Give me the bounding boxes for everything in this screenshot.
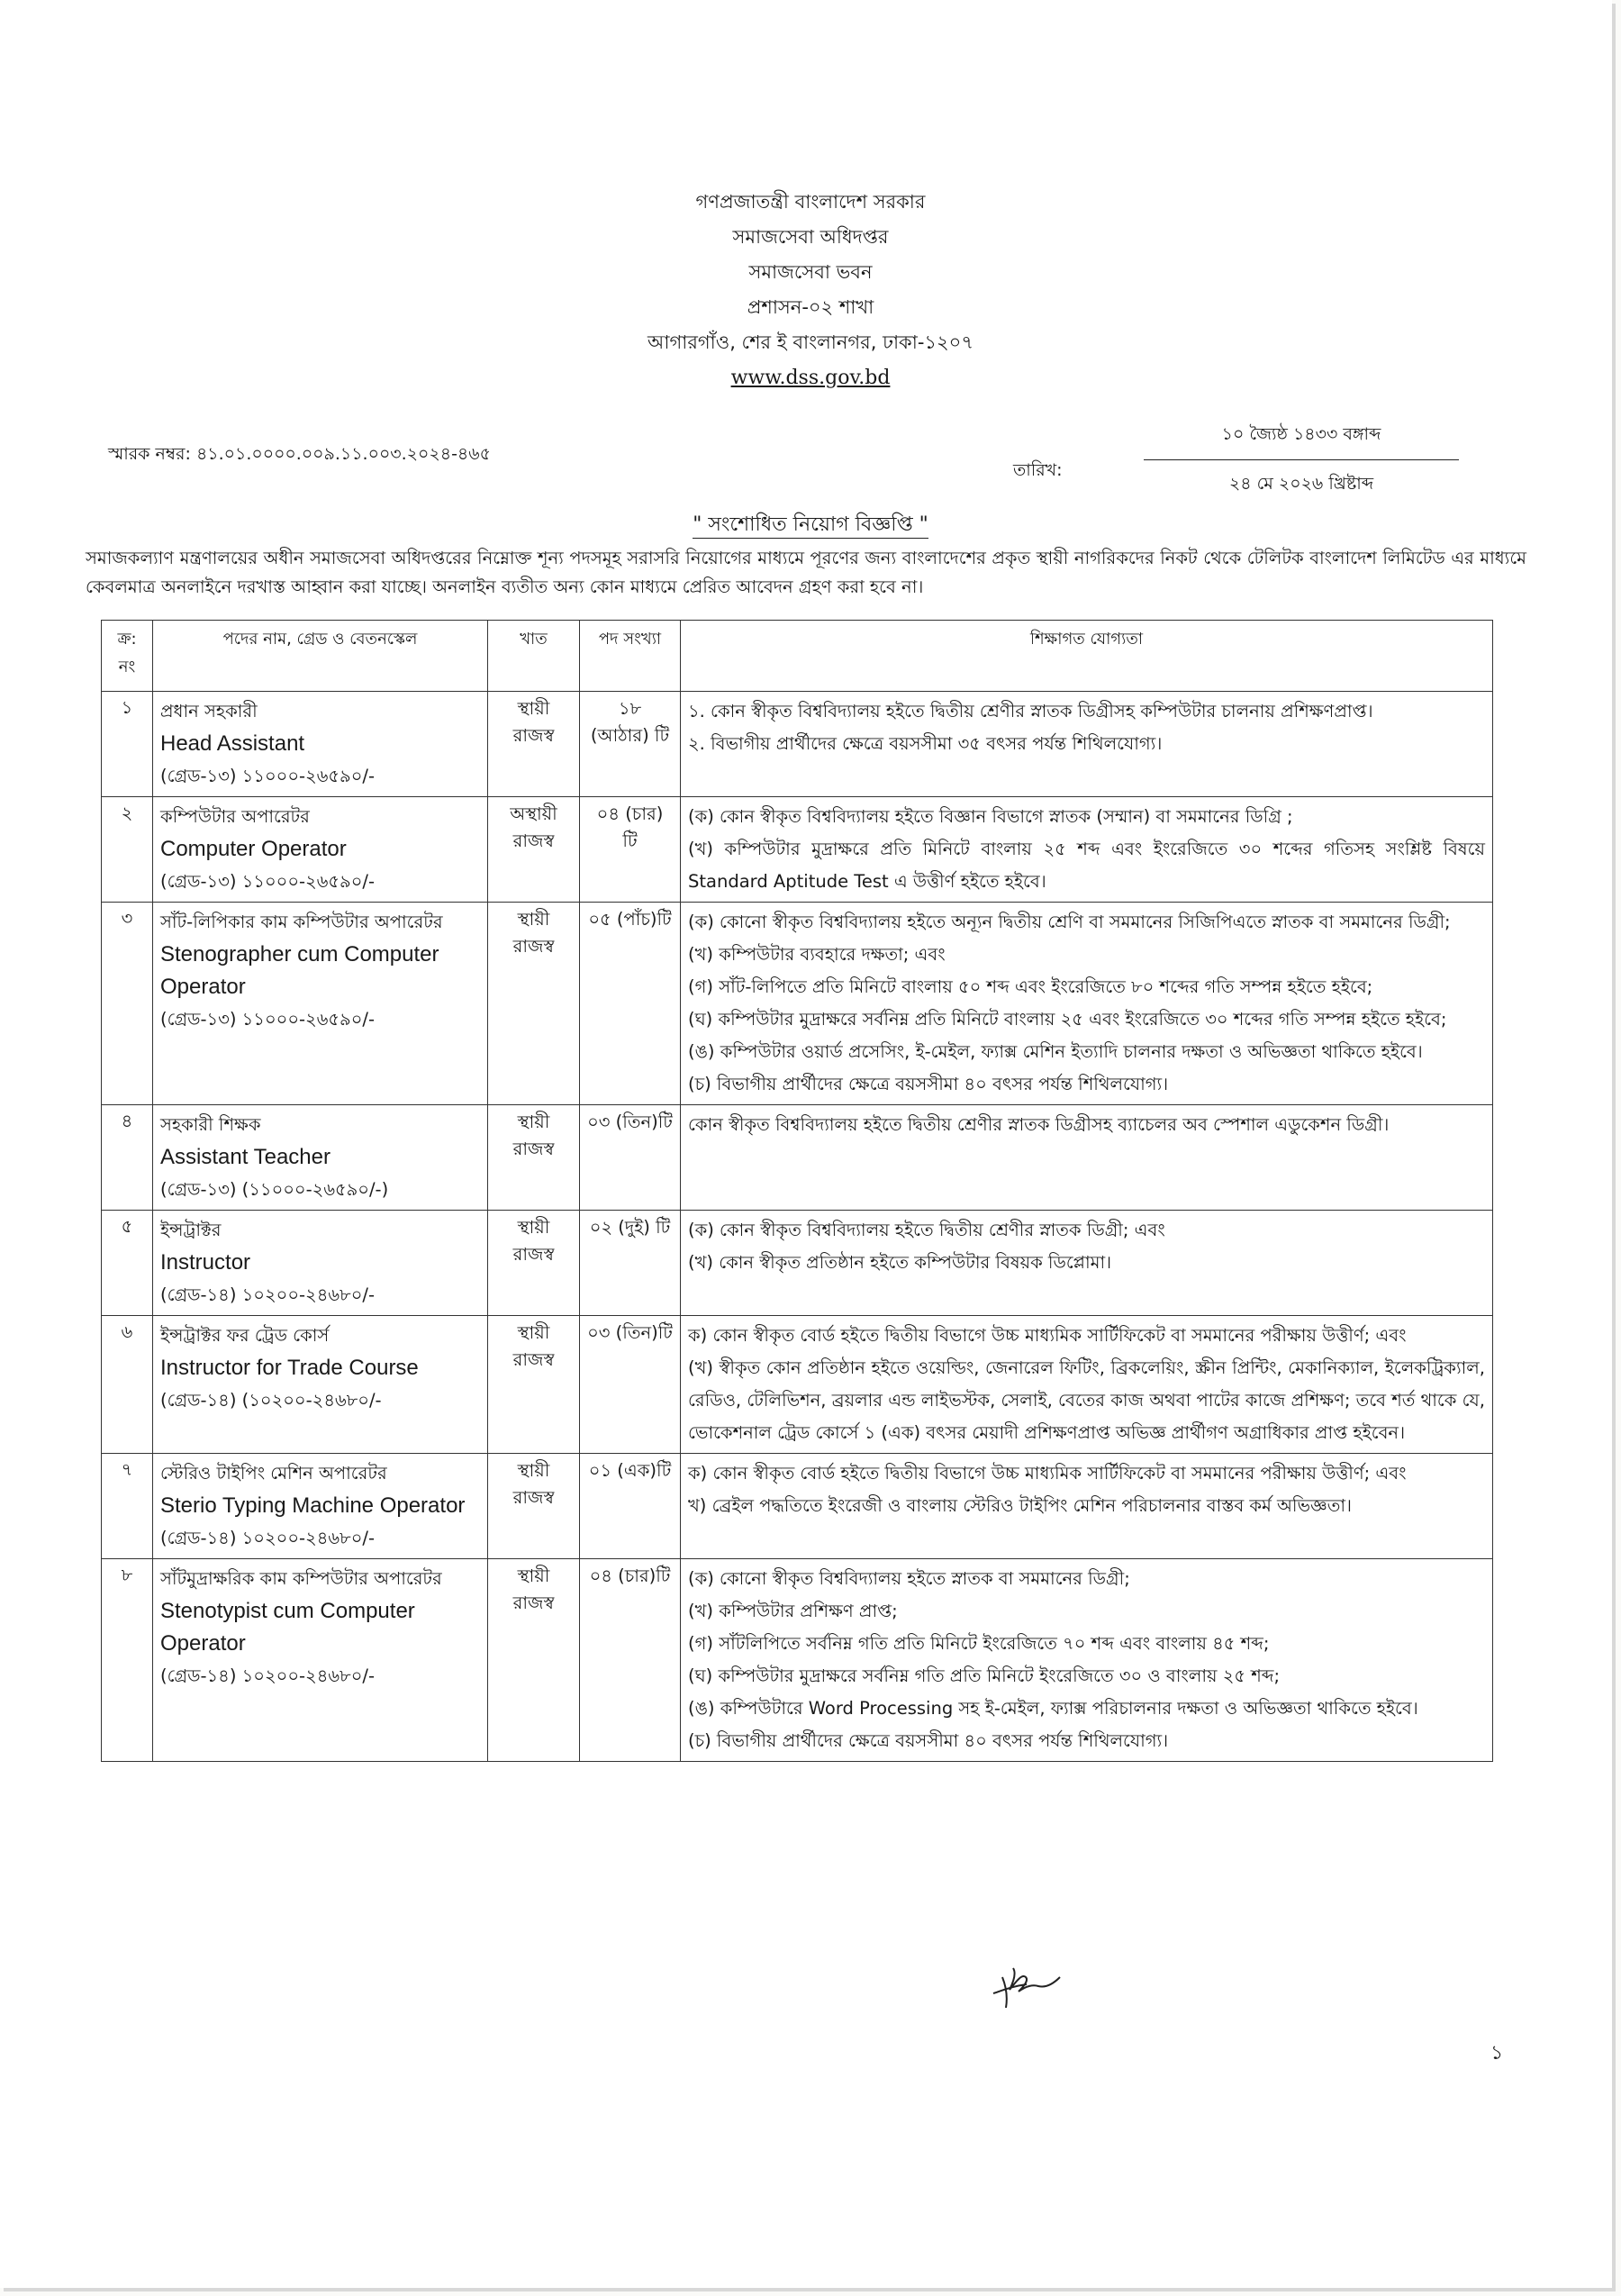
post-cell: [153, 903, 488, 1105]
post-name-bn: কম্পিউটার অপারেটর: [160, 806, 310, 827]
post-grade: (গ্রেড-১৩) ১১০০০-২৬৫৯০/-: [160, 871, 375, 892]
post-name-en: Instructor: [160, 1250, 251, 1275]
notice-title: [0, 509, 1621, 542]
serial-cell: ৪: [102, 1105, 153, 1211]
header-line: আগারগাঁও, শের ই বাংলানগর, ঢাকা-১২০৭: [647, 331, 974, 353]
post-name-en: Computer Operator: [160, 837, 347, 861]
post-grade: (গ্রেড-১৪) ১০২০০-২৪৬৮০/-: [160, 1528, 375, 1548]
qualification-item: ক) কোন স্বীকৃত বোর্ড হইতে দ্বিতীয় বিভাগে উচ্চ মাধ্যমিক সার্টিফিকেট বা সমমানের পরীক্ষায় উত্তীর্ণ; এবং: [688, 1463, 1407, 1484]
header-count: পদ সংখ্যা: [580, 621, 681, 692]
qualification-item: খ) ব্রেইল পদ্ধতিতে ইংরেজী ও বাংলায় স্টেরিও টাইপিং মেশিন পরিচালনার বাস্তব কর্ম অভিজ্ঞতা।: [688, 1495, 1352, 1516]
table-row: [102, 692, 1493, 797]
post-count-cell: ০৪ (চার)টি: [580, 1559, 681, 1762]
header-line: সমাজসেবা অধিদপ্তর: [732, 226, 889, 248]
table-row: [102, 1211, 1493, 1316]
qualification-item: ২. বিভাগীয় প্রার্থীদের ক্ষেত্রে বয়সসীমা ৩৫ বৎসর পর্যন্ত শিথিলযোগ্য।: [688, 733, 1163, 754]
khat-cell: স্থায়ী রাজস্ব: [488, 1316, 580, 1454]
qualification-cell: [681, 1211, 1493, 1316]
post-count-cell: ০৩ (তিন)টি: [580, 1316, 681, 1454]
post-name-bn: সাঁট-লিপিকার কাম কম্পিউটার অপারেটর: [160, 912, 443, 932]
serial-cell: ২: [102, 797, 153, 903]
qualification-item: (ঘ) কম্পিউটার মুদ্রাক্ষরে সর্বনিম্ন গতি প্রতি মিনিটে ইংরেজিতে ৩০ ও বাংলায় ২৫ শব্দ;: [688, 1665, 1281, 1686]
table-row: [102, 797, 1493, 903]
qualification-item: (ক) কোন স্বীকৃত বিশ্ববিদ্যালয় হইতে দ্বিতীয় শ্রেণীর স্নাতক ডিগ্রী; এবং: [688, 1220, 1165, 1240]
khat-cell: স্থায়ী রাজস্ব: [488, 1105, 580, 1211]
post-name-en: Assistant Teacher: [160, 1145, 331, 1169]
date-label: তারিখ:: [1013, 460, 1063, 480]
signature: [986, 1950, 1067, 2013]
table-row: [102, 903, 1493, 1105]
header-line: প্রশাসন-০২ শাখা: [747, 296, 874, 318]
qualification-item: (গ) সাঁটলিপিতে সর্বনিম্ন গতি প্রতি মিনিটে ইংরেজিতে ৭০ শব্দ এবং বাংলায় ৪৫ শব্দ;: [688, 1633, 1270, 1654]
serial-cell: ৬: [102, 1316, 153, 1454]
post-name-en: Sterio Typing Machine Operator: [160, 1493, 466, 1518]
qualification-item: (ঘ) কম্পিউটার মুদ্রাক্ষরে সর্বনিম্ন প্রতি মিনিটে বাংলায় ২৫ এবং ইংরেজিতে ৩০ শব্দের গতি সম্পন্ন হইতে হইবে;: [688, 1009, 1447, 1030]
post-count-cell: ০৪ (চার) টি: [580, 797, 681, 903]
khat-cell: স্থায়ী রাজস্ব: [488, 903, 580, 1105]
serial-cell: ৩: [102, 903, 153, 1105]
post-grade: (গ্রেড-১৩) (১১০০০-২৬৫৯০/-): [160, 1179, 389, 1200]
post-cell: [153, 1105, 488, 1211]
qualification-item: (চ) বিভাগীয় প্রার্থীদের ক্ষেত্রে বয়সসীমা ৪০ বৎসর পর্যন্ত শিথিলযোগ্য।: [688, 1730, 1169, 1751]
qualification-item: (খ) কম্পিউটার মুদ্রাক্ষরে প্রতি মিনিটে বাংলায় ২৫ শব্দ এবং ইংরেজিতে ৩০ শব্দের গতিসহ সংশ্লিষ্ট বিষয়ে Standard Aptitude Test এ উত্তীর্ণ হইতে হইবে।: [688, 839, 1485, 892]
post-grade: (গ্রেড-১৪) ১০২০০-২৪৬৮০/-: [160, 1665, 375, 1686]
letterhead: [0, 185, 1621, 395]
post-name-bn: ইন্সট্রাক্টর ফর ট্রেড কোর্স: [160, 1325, 330, 1346]
post-grade: (গ্রেড-১৪) ১০২০০-২৪৬৮০/-: [160, 1284, 375, 1305]
qualification-cell: [681, 1105, 1493, 1211]
website-link[interactable]: www.dss.gov.bd: [730, 367, 891, 389]
post-name-en: Stenotypist cum Computer Operator: [160, 1599, 415, 1656]
post-name-bn: ইন্সট্রাক্টর: [160, 1220, 222, 1240]
post-count-cell: ০১ (এক)টি: [580, 1454, 681, 1559]
serial-cell: ১: [102, 692, 153, 797]
qualification-item: (ঙ) কম্পিউটারে Word Processing সহ ই-মেইল, ফ্যাক্স পরিচালনার দক্ষতা ও অভিজ্ঞতা থাকিতে হইবে।: [688, 1698, 1418, 1719]
post-name-bn: সহকারী শিক্ষক: [160, 1114, 261, 1135]
header-line: গণপ্রজাতন্ত্রী বাংলাদেশ সরকার: [695, 191, 926, 213]
post-grade: (গ্রেড-১৩) ১১০০০-২৬৫৯০/-: [160, 1009, 375, 1030]
qualification-cell: [681, 797, 1493, 903]
post-cell: [153, 692, 488, 797]
header-post: পদের নাম, গ্রেড ও বেতনস্কেল: [153, 621, 488, 692]
qualification-item: (ক) কোন স্বীকৃত বিশ্ববিদ্যালয় হইতে বিজ্ঞান বিভাগে স্নাতক (সম্মান) বা সমমানের ডিগ্রি ;: [688, 806, 1293, 827]
post-count-cell: ০৫ (পাঁচ)টি: [580, 903, 681, 1105]
qualification-cell: [681, 692, 1493, 797]
khat-cell: স্থায়ী রাজস্ব: [488, 1454, 580, 1559]
khat-cell: স্থায়ী রাজস্ব: [488, 692, 580, 797]
post-cell: [153, 1559, 488, 1762]
serial-cell: ৭: [102, 1454, 153, 1559]
qualification-item: (চ) বিভাগীয় প্রার্থীদের ক্ষেত্রে বয়সসীমা ৪০ বৎসর পর্যন্ত শিথিলযোগ্য।: [688, 1074, 1169, 1094]
vacancy-table: [101, 620, 1493, 1762]
notice-intro: সমাজকল্যাণ মন্ত্রণালয়ের অধীন সমাজসেবা অধিদপ্তরের নিম্নোক্ত শূন্য পদসমূহ সরাসরি নিয়োগের মাধ্যমে পূরণের জন্য বাংলাদেশের প্রকৃত স্থায়ী নাগরিকদের নিকট থেকে টেলিটক বাংলাদেশ লিমিটেড এর মাধ্যমে কেবলমাত্র অনলাইনে দরখাস্ত আহ্বান করা যাচ্ছে। অনলাইন ব্যতীত অন্য কোন মাধ্যমে প্রেরিত আবেদন গ্রহণ করা হবে না।: [86, 548, 1526, 597]
qualification-cell: [681, 1316, 1493, 1454]
date-bangla: ১০ জ্যৈষ্ঠ ১৪৩৩ বঙ্গাব্দ: [1144, 422, 1459, 460]
post-count-cell: ০৩ (তিন)টি: [580, 1105, 681, 1211]
qualification-item: (খ) কম্পিউটার প্রশিক্ষণ প্রাপ্ত;: [688, 1601, 898, 1621]
qualification-cell: [681, 1454, 1493, 1559]
qualification-item: (ক) কোনো স্বীকৃত বিশ্ববিদ্যালয় হইতে স্নাতক বা সমমানের ডিগ্রী;: [688, 1568, 1130, 1589]
post-count-cell: ০২ (দুই) টি: [580, 1211, 681, 1316]
qualification-item: (খ) কম্পিউটার ব্যবহারে দক্ষতা; এবং: [688, 944, 946, 965]
post-count-cell: ১৮ (আঠার) টি: [580, 692, 681, 797]
table-row: [102, 1316, 1493, 1454]
qualification-item: ক) কোন স্বীকৃত বোর্ড হইতে দ্বিতীয় বিভাগে উচ্চ মাধ্যমিক সার্টিফিকেট বা সমমানের পরীক্ষায় উত্তীর্ণ; এবং: [688, 1325, 1407, 1346]
post-name-en: Head Assistant: [160, 731, 305, 756]
khat-cell: স্থায়ী রাজস্ব: [488, 1211, 580, 1316]
table-header-row: [102, 621, 1493, 692]
header-khat: খাত: [488, 621, 580, 692]
post-name-bn: সাঁটমুদ্রাক্ষরিক কাম কম্পিউটার অপারেটর: [160, 1568, 442, 1589]
qualification-item: (গ) সাঁট-লিপিতে প্রতি মিনিটে বাংলায় ৫০ শব্দ এবং ইংরেজিতে ৮০ শব্দের গতি সম্পন্ন হইতে হইবে;: [688, 976, 1373, 997]
table-row: [102, 1105, 1493, 1211]
qualification-item: (খ) স্বীকৃত কোন প্রতিষ্ঠান হইতে ওয়েল্ডিং, জেনারেল ফিটিং, ব্রিকলেয়িং, স্ক্রীন প্রিন্টিং, মেকানিক্যাল, ইলেকট্রিক্যাল, রেডিও, টেলিভিশন, ব্রয়লার এন্ড লাইভস্টক, সেলাই, বেতের কাজ অথবা পাটের কাজে প্রশিক্ষণ; তবে শর্ত থাকে যে, ভোকেশনাল ট্রেড কোর্সে ১ (এক) বৎসর মেয়াদী প্রশিক্ষণপ্রাপ্ত অভিজ্ঞ প্রার্থীগণ অগ্রাধিকার প্রাপ্ত হইবেন।: [688, 1357, 1485, 1443]
memo-number: স্মারক নম্বর: ৪১.০১.০০০০.০০৯.১১.০০৩.২০২৪-৪৬৫: [108, 444, 491, 464]
post-grade: (গ্রেড-১৩) ১১০০০-২৬৫৯০/-: [160, 766, 375, 786]
notice-title-text: " সংশোধিত নিয়োগ বিজ্ঞপ্তি ": [693, 513, 928, 539]
post-name-bn: স্টেরিও টাইপিং মেশিন অপারেটর: [160, 1463, 387, 1484]
page-number: ১: [1490, 2042, 1504, 2065]
post-name-bn: প্রধান সহকারী: [160, 701, 258, 721]
post-grade: (গ্রেড-১৪) (১০২০০-২৪৬৮০/-: [160, 1390, 382, 1411]
post-cell: [153, 1454, 488, 1559]
date-english: ২৪ মে ২০২৬ খ্রিষ্টাব্দ: [1228, 474, 1374, 494]
table-row: [102, 1559, 1493, 1762]
header-sl: ক্র: নং: [102, 621, 153, 692]
qualification-item: কোন স্বীকৃত বিশ্ববিদ্যালয় হইতে দ্বিতীয় শ্রেণীর স্নাতক ডিগ্রীসহ ব্যাচেলর অব স্পেশাল এডুকেশন ডিগ্রী।: [688, 1114, 1390, 1135]
serial-cell: ৮: [102, 1559, 153, 1762]
qualification-item: (ক) কোনো স্বীকৃত বিশ্ববিদ্যালয় হইতে অন্যূন দ্বিতীয় শ্রেণি বা সমমানের সিজিপিএতে স্নাতক বা সমমানের ডিগ্রী;: [688, 912, 1451, 932]
post-cell: [153, 797, 488, 903]
qualification-item: (খ) কোন স্বীকৃত প্রতিষ্ঠান হইতে কম্পিউটার বিষয়ক ডিপ্লোমা।: [688, 1252, 1112, 1273]
post-cell: [153, 1211, 488, 1316]
qualification-cell: [681, 1559, 1493, 1762]
qualification-cell: [681, 903, 1493, 1105]
header-qualification: শিক্ষাগত যোগ্যতা: [681, 621, 1493, 692]
khat-cell: অস্থায়ী রাজস্ব: [488, 797, 580, 903]
qualification-item: ১. কোন স্বীকৃত বিশ্ববিদ্যালয় হইতে দ্বিতীয় শ্রেণীর স্নাতক ডিগ্রীসহ কম্পিউটার চালনায় প্রশিক্ষণপ্রাপ্ত।: [688, 701, 1373, 721]
vacancy-rows: [102, 692, 1493, 1762]
khat-cell: স্থায়ী রাজস্ব: [488, 1559, 580, 1762]
post-name-en: Instructor for Trade Course: [160, 1356, 419, 1380]
header-line: সমাজসেবা ভবন: [748, 261, 873, 283]
serial-cell: ৫: [102, 1211, 153, 1316]
date-block: [1144, 422, 1459, 500]
qualification-item: (ঙ) কম্পিউটার ওয়ার্ড প্রসেসিং, ই-মেইল, ফ্যাক্স মেশিন ইত্যাদি চালনার দক্ষতা ও অভিজ্ঞতা থাকিতে হইবে।: [688, 1041, 1423, 1062]
post-cell: [153, 1316, 488, 1454]
post-name-en: Stenographer cum Computer Operator: [160, 942, 439, 999]
table-row: [102, 1454, 1493, 1559]
